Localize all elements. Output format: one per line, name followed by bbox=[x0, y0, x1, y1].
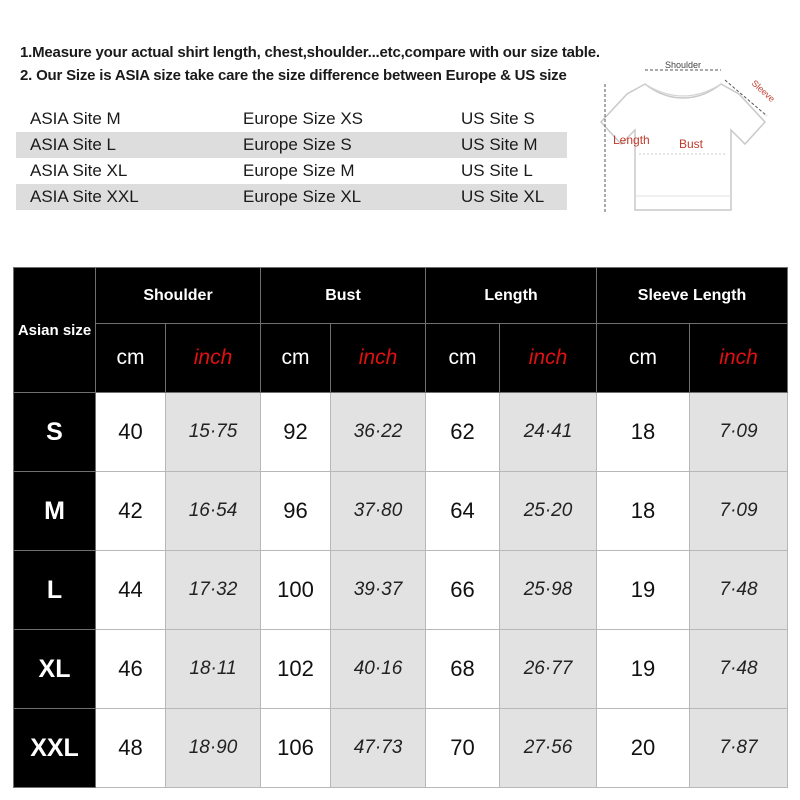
cm-value-cell: 18 bbox=[597, 393, 690, 472]
unit-inch-header: inch bbox=[500, 324, 597, 393]
europe-size-label: Europe Size XS bbox=[243, 109, 364, 128]
us-size-label: US Site L bbox=[461, 161, 533, 180]
europe-size-label: Europe Size S bbox=[243, 135, 352, 154]
inch-value-cell: 7·09 bbox=[690, 393, 788, 472]
unit-inch-header: inch bbox=[166, 324, 261, 393]
inch-value-cell: 7·48 bbox=[690, 630, 788, 709]
size-label: XXL bbox=[14, 709, 96, 788]
size-row bbox=[14, 709, 788, 788]
instruction-line-2: 2. Our Size is ASIA size take care the size difference between Europe & US size bbox=[20, 67, 567, 84]
bust-label: Bust bbox=[678, 137, 704, 151]
us-size-label: US Site S bbox=[461, 109, 535, 128]
inch-value-cell: 25·98 bbox=[500, 551, 597, 630]
cm-value-cell: 42 bbox=[96, 472, 166, 551]
size-label: XL bbox=[14, 630, 96, 709]
size-row bbox=[14, 551, 788, 630]
cm-value-cell: 100 bbox=[261, 551, 331, 630]
cm-value-cell: 68 bbox=[426, 630, 500, 709]
inch-value-cell: 40·16 bbox=[331, 630, 426, 709]
shoulder-header: Shoulder bbox=[96, 268, 261, 324]
length-header: Length bbox=[426, 268, 597, 324]
conversion-row bbox=[16, 184, 567, 210]
inch-value-cell: 39·37 bbox=[331, 551, 426, 630]
asian-size-header: Asian size bbox=[14, 268, 96, 393]
inch-value-cell: 25·20 bbox=[500, 472, 597, 551]
sleeve-label: Sleeve bbox=[749, 78, 777, 104]
unit-cm-header: cm bbox=[597, 324, 690, 393]
unit-cm-header: cm bbox=[96, 324, 166, 393]
cm-value-cell: 106 bbox=[261, 709, 331, 788]
cm-value-cell: 62 bbox=[426, 393, 500, 472]
europe-size-label: Europe Size M bbox=[243, 161, 355, 180]
size-row bbox=[14, 393, 788, 472]
unit-inch-header: inch bbox=[690, 324, 788, 393]
cm-value-cell: 102 bbox=[261, 630, 331, 709]
cm-value-cell: 19 bbox=[597, 551, 690, 630]
shoulder-label: Shoulder bbox=[664, 60, 702, 70]
size-rows bbox=[14, 393, 788, 788]
cm-value-cell: 18 bbox=[597, 472, 690, 551]
conversion-row bbox=[16, 132, 567, 158]
cm-value-cell: 19 bbox=[597, 630, 690, 709]
inch-value-cell: 17·32 bbox=[166, 551, 261, 630]
inch-value-cell: 47·73 bbox=[331, 709, 426, 788]
conversion-row bbox=[16, 106, 567, 132]
cm-value-cell: 46 bbox=[96, 630, 166, 709]
asia-size-label: ASIA Site XL bbox=[30, 161, 128, 180]
inch-value-cell: 15·75 bbox=[166, 393, 261, 472]
inch-value-cell: 18·90 bbox=[166, 709, 261, 788]
asia-size-label: ASIA Site M bbox=[30, 109, 121, 128]
size-row bbox=[14, 630, 788, 709]
inch-value-cell: 36·22 bbox=[331, 393, 426, 472]
cm-value-cell: 44 bbox=[96, 551, 166, 630]
us-size-label: US Site M bbox=[461, 135, 538, 154]
tshirt-measurement-diagram bbox=[583, 50, 783, 225]
inch-value-cell: 7·09 bbox=[690, 472, 788, 551]
unit-inch-header: inch bbox=[331, 324, 426, 393]
cm-value-cell: 96 bbox=[261, 472, 331, 551]
cm-value-cell: 40 bbox=[96, 393, 166, 472]
inch-value-cell: 16·54 bbox=[166, 472, 261, 551]
inch-value-cell: 7·48 bbox=[690, 551, 788, 630]
asia-size-label: ASIA Site L bbox=[30, 135, 116, 154]
unit-cm-header: cm bbox=[426, 324, 500, 393]
inch-value-cell: 37·80 bbox=[331, 472, 426, 551]
asia-size-label: ASIA Site XXL bbox=[30, 187, 139, 206]
size-chart-table bbox=[13, 267, 788, 788]
unit-cm-header: cm bbox=[261, 324, 331, 393]
inch-value-cell: 18·11 bbox=[166, 630, 261, 709]
bust-header: Bust bbox=[261, 268, 426, 324]
cm-value-cell: 20 bbox=[597, 709, 690, 788]
size-label: M bbox=[14, 472, 96, 551]
europe-size-label: Europe Size XL bbox=[243, 187, 362, 206]
inch-value-cell: 27·56 bbox=[500, 709, 597, 788]
conversion-row bbox=[16, 158, 567, 184]
sleeve-length-header: Sleeve Length bbox=[597, 268, 788, 324]
cm-value-cell: 70 bbox=[426, 709, 500, 788]
cm-value-cell: 66 bbox=[426, 551, 500, 630]
size-label: S bbox=[14, 393, 96, 472]
size-conversion-list bbox=[16, 106, 567, 210]
inch-value-cell: 24·41 bbox=[500, 393, 597, 472]
inch-value-cell: 26·77 bbox=[500, 630, 597, 709]
cm-value-cell: 48 bbox=[96, 709, 166, 788]
instruction-line-1: 1.Measure your actual shirt length, chest,shoulder...etc,compare with our size table. bbox=[20, 44, 600, 61]
length-label: Length bbox=[613, 133, 650, 147]
us-size-label: US Site XL bbox=[461, 187, 545, 206]
size-row bbox=[14, 472, 788, 551]
cm-value-cell: 92 bbox=[261, 393, 331, 472]
cm-value-cell: 64 bbox=[426, 472, 500, 551]
size-label: L bbox=[14, 551, 96, 630]
inch-value-cell: 7·87 bbox=[690, 709, 788, 788]
